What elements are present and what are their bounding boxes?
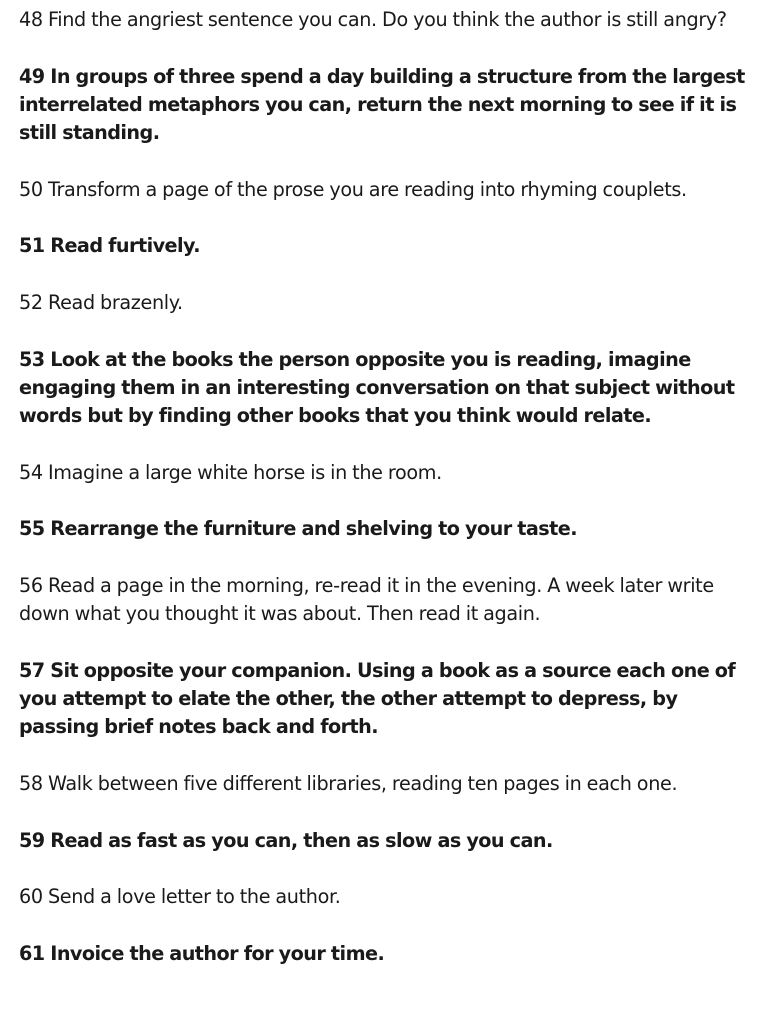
- instruction-52: 52 Read brazenly.: [19, 290, 183, 314]
- instruction-60: 60 Send a love letter to the author.: [19, 885, 341, 909]
- instruction-59: 59 Read as fast as you can, then as slow as you can.: [19, 828, 553, 852]
- instruction-49: 49 In groups of three spend a day building a structure from the largest interrelated metaphors you can, return the next morning to see if it is still standing.: [19, 64, 745, 145]
- instruction-51: 51 Read furtively.: [19, 234, 200, 258]
- instruction-list: [19, 6, 749, 996]
- instruction-50: 50 Transform a page of the prose you are reading into rhyming couplets.: [19, 177, 687, 201]
- instruction-57: 57 Sit opposite your companion. Using a book as a source each one of you attempt to elate the other, the other attempt to depress, by passing brief notes back and forth.: [19, 658, 736, 739]
- instruction-48: 48 Find the angriest sentence you can. Do you think the author is still angry?: [19, 8, 727, 31]
- instruction-53: 53 Look at the books the person opposite you is reading, imagine engaging them in an interesting conversation on that subject without words but by finding other books that you think would relate.: [19, 347, 735, 428]
- instruction-56: 56 Read a page in the morning, re-read it in the evening. A week later write down what you thought it was about. Then read it again.: [19, 573, 714, 626]
- instruction-58: 58 Walk between five different libraries, reading ten pages in each one.: [19, 772, 678, 796]
- instruction-55: 55 Rearrange the furniture and shelving to your taste.: [19, 517, 577, 541]
- instruction-61: 61 Invoice the author for your time.: [19, 941, 385, 965]
- instruction-54: 54 Imagine a large white horse is in the room.: [19, 460, 442, 484]
